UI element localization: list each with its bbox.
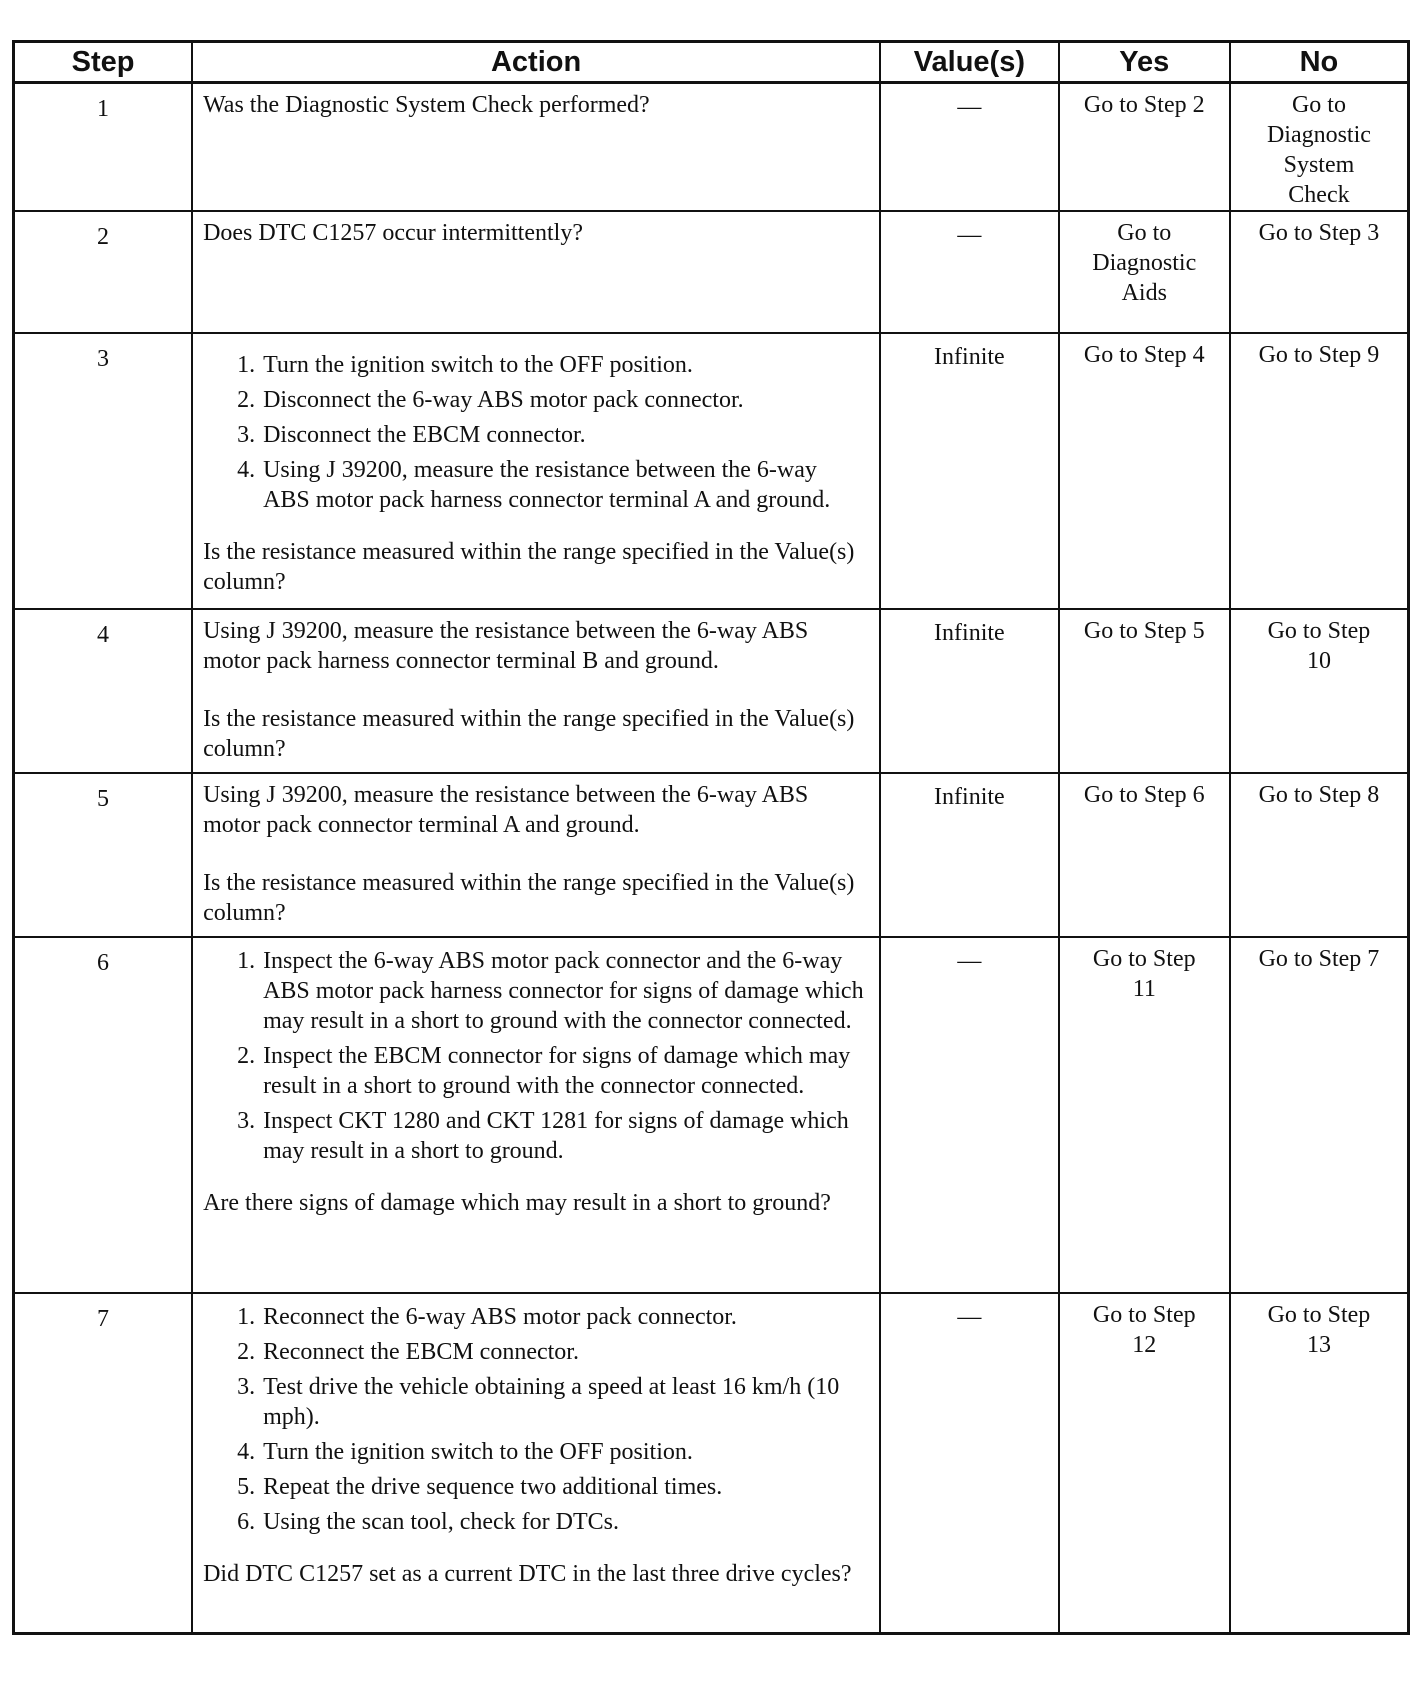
yes-cell: Go to Step 5 bbox=[1059, 609, 1230, 773]
table-row bbox=[14, 83, 1409, 212]
diagnostic-table bbox=[12, 40, 1410, 1635]
action-question: Is the resistance measured within the range specified in the Value(s) column? bbox=[203, 539, 855, 595]
action-question: Did DTC C1257 set as a current DTC in the last three drive cycles? bbox=[203, 1561, 852, 1587]
yes-cell: Go to Step 4 bbox=[1059, 333, 1230, 609]
no-cell: Go to Diagnostic System Check bbox=[1230, 83, 1409, 212]
action-step-item: 4. Using J 39200, measure the resistance between the 6-way ABS motor pack harness connector terminal A and ground. bbox=[261, 455, 867, 515]
action-cell bbox=[192, 773, 880, 937]
action-cell bbox=[192, 937, 880, 1293]
header-row bbox=[14, 42, 1409, 83]
header-action: Action bbox=[192, 42, 880, 83]
yes-cell: Go to Step 2 bbox=[1059, 83, 1230, 212]
action-step-item: 2. Disconnect the 6-way ABS motor pack connector. bbox=[261, 385, 867, 415]
action-step-item: 1. Reconnect the 6-way ABS motor pack connector. bbox=[261, 1302, 867, 1332]
value-cell: — bbox=[880, 937, 1059, 1293]
value-cell: — bbox=[880, 83, 1059, 212]
yes-cell: Go to Diagnostic Aids bbox=[1059, 211, 1230, 333]
action-text: Does DTC C1257 occur intermittently? bbox=[203, 220, 583, 246]
action-steps bbox=[203, 350, 867, 515]
no-cell: Go to Step 9 bbox=[1230, 333, 1409, 609]
action-text: Was the Diagnostic System Check performed? bbox=[203, 92, 650, 118]
table-row bbox=[14, 211, 1409, 333]
action-cell bbox=[192, 333, 880, 609]
value-cell: Infinite bbox=[880, 609, 1059, 773]
action-question: Are there signs of damage which may result in a short to ground? bbox=[203, 1190, 831, 1216]
value-cell: Infinite bbox=[880, 333, 1059, 609]
action-step-item: 1. Inspect the 6-way ABS motor pack connector and the 6-way ABS motor pack harness connector for signs of damage which may result in a short to ground with the connector connected. bbox=[261, 946, 867, 1036]
action-steps bbox=[203, 1302, 867, 1537]
action-cell bbox=[192, 83, 880, 212]
no-cell: Go to Step 7 bbox=[1230, 937, 1409, 1293]
no-cell: Go to Step 8 bbox=[1230, 773, 1409, 937]
step-number: 3 bbox=[14, 333, 193, 609]
no-cell: Go to Step 13 bbox=[1230, 1293, 1409, 1633]
action-text: Using J 39200, measure the resistance between the 6-way ABS motor pack connector terminal A and ground. bbox=[203, 782, 809, 838]
header-values: Value(s) bbox=[880, 42, 1059, 83]
action-step-item: 2. Reconnect the EBCM connector. bbox=[261, 1337, 867, 1367]
step-number: 7 bbox=[14, 1293, 193, 1633]
action-cell bbox=[192, 211, 880, 333]
header-no: No bbox=[1230, 42, 1409, 83]
action-step-item: 3. Disconnect the EBCM connector. bbox=[261, 420, 867, 450]
action-step-item: 2. Inspect the EBCM connector for signs of damage which may result in a short to ground with the connector connected. bbox=[261, 1041, 867, 1101]
value-cell: Infinite bbox=[880, 773, 1059, 937]
action-steps bbox=[203, 946, 867, 1166]
action-text: Using J 39200, measure the resistance between the 6-way ABS motor pack harness connector terminal B and ground. bbox=[203, 618, 809, 674]
action-step-item: 3. Inspect CKT 1280 and CKT 1281 for signs of damage which may result in a short to ground. bbox=[261, 1106, 867, 1166]
table-row bbox=[14, 333, 1409, 609]
action-question: Is the resistance measured within the range specified in the Value(s) column? bbox=[203, 706, 855, 762]
table-row bbox=[14, 773, 1409, 937]
action-step-item: 1. Turn the ignition switch to the OFF position. bbox=[261, 350, 867, 380]
table-row bbox=[14, 609, 1409, 773]
header-yes: Yes bbox=[1059, 42, 1230, 83]
yes-cell: Go to Step 12 bbox=[1059, 1293, 1230, 1633]
yes-cell: Go to Step 11 bbox=[1059, 937, 1230, 1293]
action-step-item: 3. Test drive the vehicle obtaining a speed at least 16 km/h (10 mph). bbox=[261, 1372, 867, 1432]
no-cell: Go to Step 3 bbox=[1230, 211, 1409, 333]
action-question: Is the resistance measured within the range specified in the Value(s) column? bbox=[203, 870, 855, 926]
action-cell bbox=[192, 1293, 880, 1633]
step-number: 4 bbox=[14, 609, 193, 773]
action-step-item: 6. Using the scan tool, check for DTCs. bbox=[261, 1507, 867, 1537]
table-row bbox=[14, 1293, 1409, 1633]
table-row bbox=[14, 937, 1409, 1293]
action-step-item: 5. Repeat the drive sequence two additional times. bbox=[261, 1472, 867, 1502]
value-cell: — bbox=[880, 211, 1059, 333]
action-step-item: 4. Turn the ignition switch to the OFF position. bbox=[261, 1437, 867, 1467]
yes-cell: Go to Step 6 bbox=[1059, 773, 1230, 937]
value-cell: — bbox=[880, 1293, 1059, 1633]
action-cell bbox=[192, 609, 880, 773]
step-number: 1 bbox=[14, 83, 193, 212]
no-cell: Go to Step 10 bbox=[1230, 609, 1409, 773]
step-number: 2 bbox=[14, 211, 193, 333]
header-step: Step bbox=[14, 42, 193, 83]
step-number: 5 bbox=[14, 773, 193, 937]
step-number: 6 bbox=[14, 937, 193, 1293]
